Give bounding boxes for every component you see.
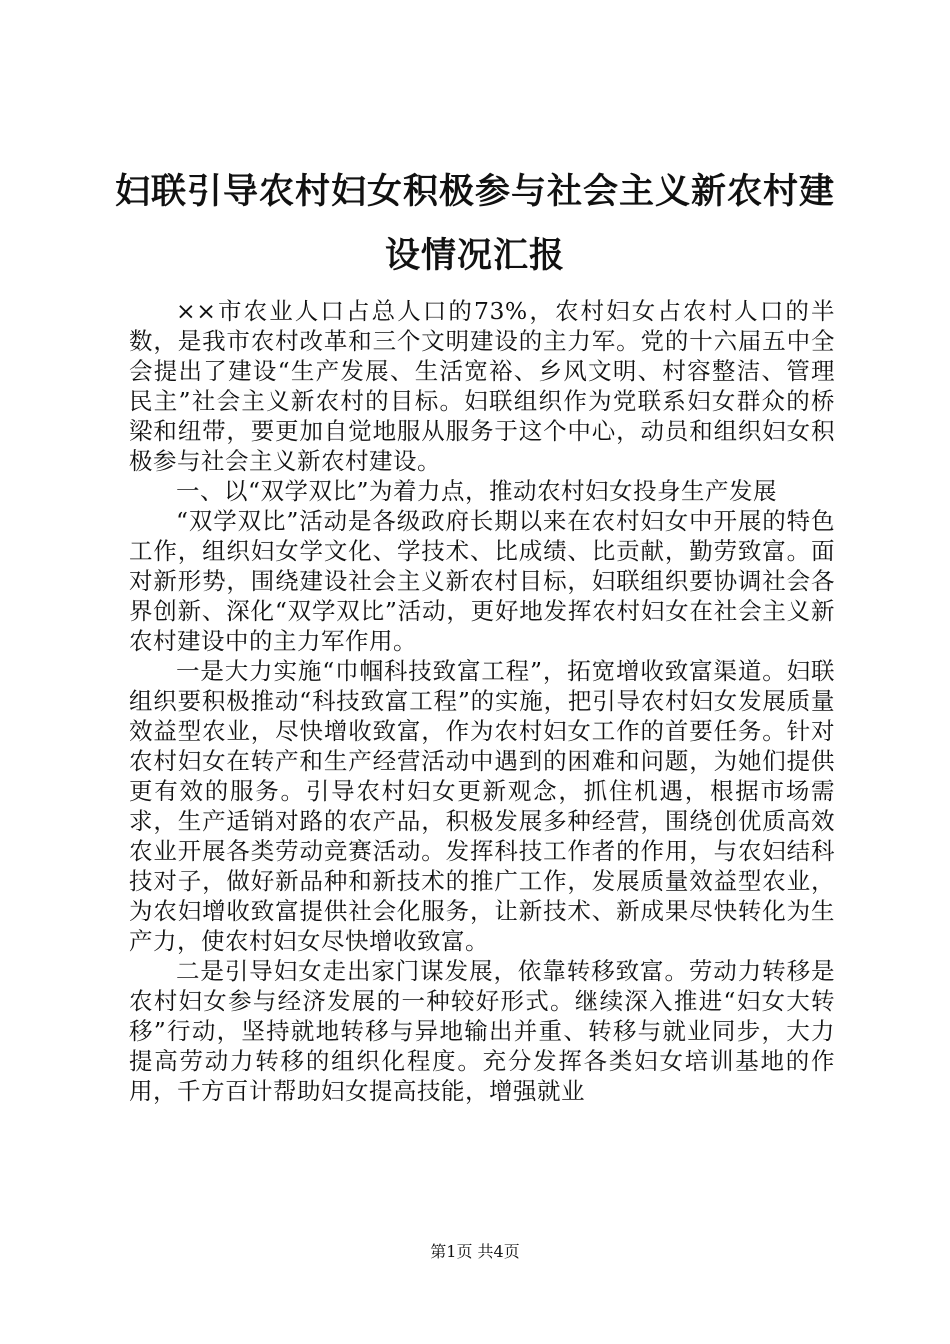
- document-title: 妇联引导农村妇女积极参与社会主义新农村建设情况汇报: [114, 171, 835, 276]
- paragraph-shuangxue: “双学双比”活动是各级政府长期以来在农村妇女中开展的特色工作，组织妇女学文化、学技术、比成绩、比贡献，勤劳致富。面对新形势，围绕建设社会主义新农村目标，妇联组织要协调社会各界创新、深化“双学双比”活动，更好地发挥农村妇女在社会主义新农村建设中的主力军作用。: [129, 507, 835, 655]
- section-heading-1: 一、以“双学双比”为着力点，推动农村妇女投身生产发展: [176, 477, 778, 505]
- paragraph-point-1: 一是大力实施“巾帼科技致富工程”，拓宽增收致富渠道。妇联组织要积极推动“科技致富工程”的实施，把引导农村妇女发展质量效益型农业，尽快增收致富，作为农村妇女工作的首要任务。针对农村妇女在转产和生产经营活动中遇到的困难和问题，为她们提供更有效的服务。引导农村妇女更新观念，抓住机遇，根据市场需求，生产适销对路的农产品，积极发展多种经营，围绕创优质高效农业开展各类劳动竞赛活动。发挥科技工作者的作用，与农妇结科技对子，做好新品种和新技术的推广工作，发展质量效益型农业，为农妇增收致富提供社会化服务，让新技术、新成果尽快转化为生产力，使农村妇女尽快增收致富。: [129, 657, 835, 955]
- paragraph-intro: ××市农业人口占总人口的73%，农村妇女占农村人口的半数，是我市农村改革和三个文明建设的主力军。党的十六届五中全会提出了建设“生产发展、生活宽裕、乡风文明、村容整洁、管理民主”社会主义新农村的目标。妇联组织作为党联系妇女群众的桥梁和纽带，要更加自觉地服从服务于这个中心，动员和组织妇女积极参与社会主义新农村建设。: [129, 297, 835, 475]
- document-body: [129, 296, 835, 1106]
- paragraph-point-2: 二是引导妇女走出家门谋发展，依靠转移致富。劳动力转移是农村妇女参与经济发展的一种较好形式。继续深入推进“妇女大转移”行动，坚持就地转移与异地输出并重、转移与就业同步，大力提高劳动力转移的组织化程度。充分发挥各类妇女培训基地的作用，千方百计帮助妇女提高技能，增强就业: [129, 957, 835, 1105]
- page-footer: 第1页 共4页: [430, 1242, 520, 1261]
